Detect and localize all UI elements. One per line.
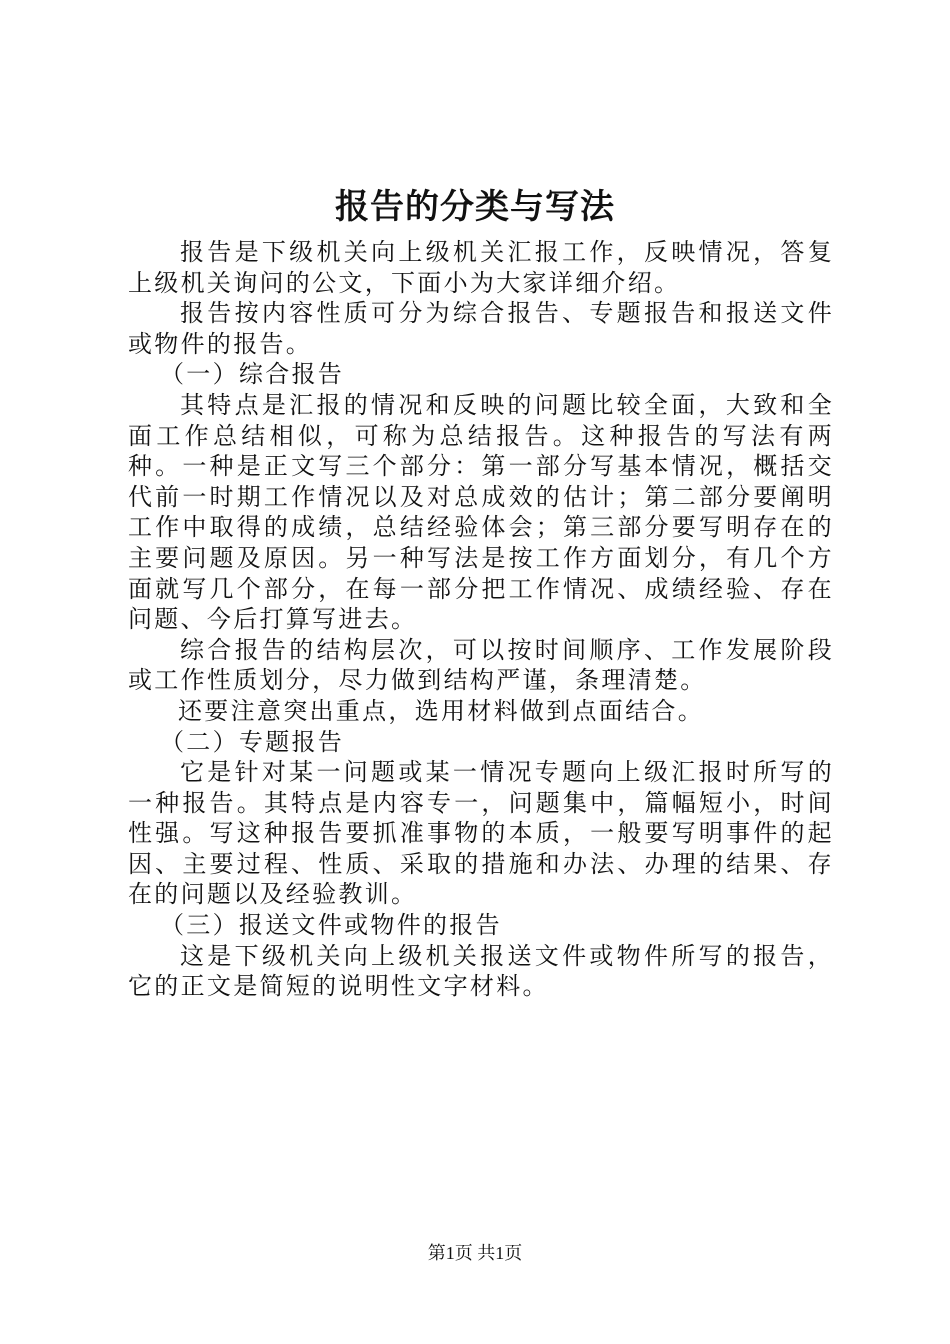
page-footer: 第1页 共1页: [427, 1243, 523, 1263]
paragraph-comprehensive-focus: 还要注意突出重点，选用材料做到点面结合。: [178, 696, 704, 725]
paragraph-classification: 报告按内容性质可分为综合报告、专题报告和报送文件或物件的报告。: [128, 299, 834, 358]
document-body: [128, 237, 834, 1002]
section-heading-special: （二）专题报告: [160, 727, 345, 756]
paragraph-intro: 报告是下级机关向上级机关汇报工作，反映情况，答复上级机关询问的公文，下面小为大家详细介绍。: [128, 238, 834, 297]
paragraph-submission-report: 这是下级机关向上级机关报送文件或物件所写的报告，它的正文是简短的说明性文字材料。: [128, 941, 834, 1001]
section-heading-comprehensive: （一）综合报告: [160, 360, 345, 389]
document-title: 报告的分类与写法: [335, 187, 615, 227]
paragraph-comprehensive-structure: 综合报告的结构层次，可以按时间顺序、工作发展阶段或工作性质划分，尽力做到结构严谨，条理清楚。: [128, 635, 834, 695]
paragraph-comprehensive-features: 其特点是汇报的情况和反映的问题比较全面，大致和全面工作总结相似，可称为总结报告。这种报告的写法有两种。一种是正文写三个部分：第一部分写基本情况，概括交代前一时期工作情况以及对总成效的估计；第二部分要阐明工作中取得的成绩，总结经验体会；第三部分要写明存在的主要问题及原因。另一种写法是按工作方面划分，有几个方面就写几个部分，在每一部分把工作情况、成绩经验、存在问题、今后打算写进去。: [128, 390, 834, 634]
section-heading-submission: （三）报送文件或物件的报告: [160, 911, 502, 940]
paragraph-special-report: 它是针对某一问题或某一情况专题向上级汇报时所写的一种报告。其特点是内容专一，问题集中，篇幅短小，时间性强。写这种报告要抓准事物的本质，一般要写明事件的起因、主要过程、性质、采取的措施和办法、办理的结果、存在的问题以及经验教训。: [128, 758, 834, 909]
